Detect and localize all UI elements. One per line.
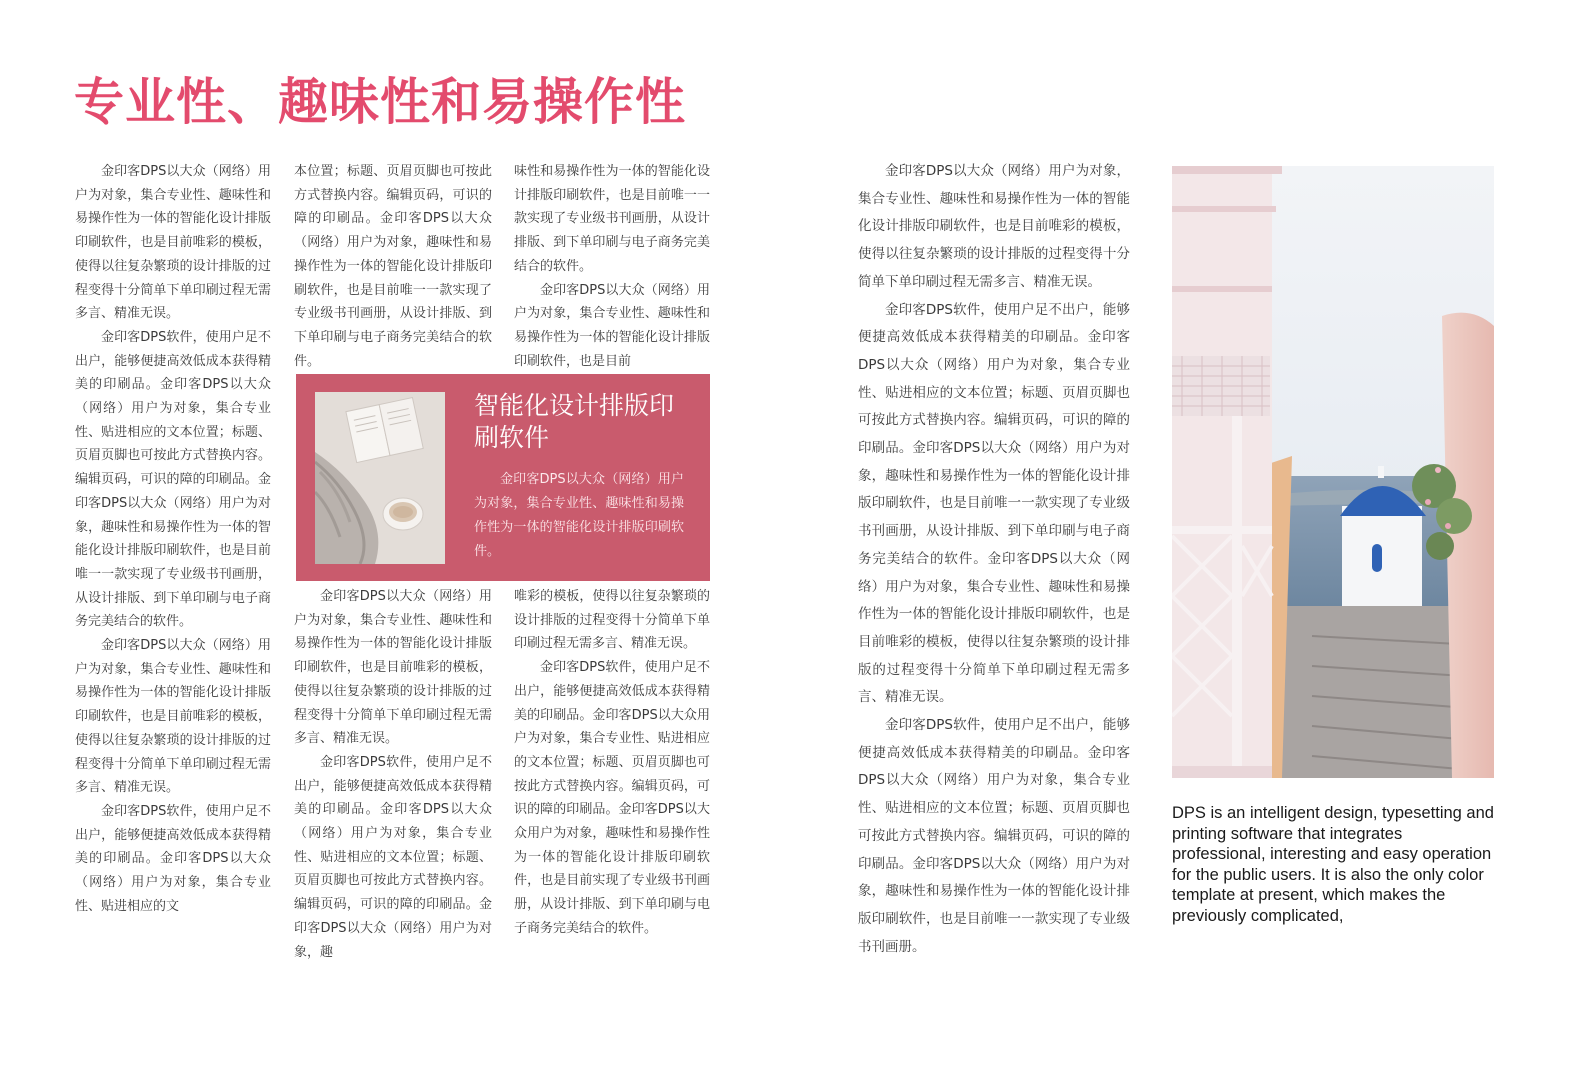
page-title: 专业性、趣味性和易操作性 — [74, 73, 686, 131]
paragraph: 金印客DPS软件，使用户足不出户，能够便捷高效低成本获得精美的印刷品。金印客DPS以大众（网络）用户为对象，集合专业性、贴进相应的文本位置；标题、页眉页脚也可按此方式替换内容。编辑页码，可识的障的印刷品。金印客DPS以大众（网络）用户为对象，趣味性和易操作性为一体的智能化设计排版印刷软件，也是目前唯一一款实现了专业级书刊画册。 — [858, 717, 1130, 955]
photo-caption: DPS is an intelligent design, typesetting and printing software that integrates professional, interesting and easy operation for the public users. It is also the only color template at present, which makes the previously complicated, — [1172, 804, 1494, 925]
paragraph: 味性和易操作性为一体的智能化设计排版印刷软件，也是目前唯一一款实现了专业级书刊画册，从设计排版、到下单印刷与电子商务完美结合的软件。 — [514, 164, 710, 274]
paragraph: 金印客DPS以大众（网络）用户为对象，集合专业性、趣味性和易操作性为一体的智能化设计排版印刷软件，也是目前 — [514, 282, 710, 369]
feature-title: 智能化设计排版印刷软件 — [474, 391, 675, 452]
paragraph: 金印客DPS以大众（网络）用户为对象，集合专业性、趣味性和易操作性为一体的智能化设计排版印刷软件，也是目前唯彩的模板，使得以往复杂繁琐的设计排版的过程变得十分简单下单印刷过程无需多言、精准无误。 — [75, 164, 271, 322]
book-coffee-photo — [315, 392, 445, 564]
text-column-3-bottom — [514, 585, 710, 990]
paragraph: 金印客DPS以大众（网络）用户为对象，集合专业性、趣味性和易操作性为一体的智能化设计排版印刷软件，也是目前唯彩的模板，使得以往复杂繁琐的设计排版的过程变得十分简单下单印刷过程无需多言、精准无误。 — [294, 589, 492, 747]
text-column-2-bottom — [294, 585, 492, 990]
paragraph: 金印客DPS软件，使用户足不出户，能够便捷高效低成本获得精美的印刷品。金印客DPS以大众（网络）用户为对象，集合专业性、贴进相应的文本位置；标题、页眉页脚也可按此方式替换内容。编辑页码，可识的障的印刷品。金印客DPS以大众（网络）用户为对象，趣 — [294, 754, 492, 960]
paragraph: 金印客DPS以大众（网络）用户为对象，集合专业性、趣味性和易操作性为一体的智能化设计排版印刷软件，也是目前唯彩的模板，使得以往复杂繁琐的设计排版的过程变得十分简单下单印刷过程无需多言、精准无误。 — [75, 638, 271, 796]
paragraph: 金印客DPS以大众（网络）用户为对象，集合专业性、趣味性和易操作性为一体的智能化设计排版印刷软件，也是目前唯彩的模板，使得以往复杂繁琐的设计排版的过程变得十分简单下单印刷过程无需多言、精准无误。 — [858, 163, 1130, 290]
feature-box — [296, 374, 710, 581]
paragraph: 金印客DPS软件，使用户足不出户，能够便捷高效低成本获得精美的印刷品。金印客DPS以大众用户为对象，集合专业性、贴进相应的文本位置；标题、页眉页脚也可按此方式替换内容。编辑页码，可识的障的印刷品。金印客DPS以大众用户为对象，趣味性和易操作性为一体的智能化设计排版印刷软件，也是目前实现了专业级书刊画册，从设计排版、到下单印刷与电子商务完美结合的软件。 — [514, 660, 710, 936]
paragraph: 金印客DPS软件，使用户足不出户，能够便捷高效低成本获得精美的印刷品。金印客DPS以大众（网络）用户为对象，集合专业性、贴进相应的文 — [75, 803, 271, 914]
paragraph: 本位置；标题、页眉页脚也可按此方式替换内容。编辑页码，可识的障的印刷品。金印客DPS以大众（网络）用户为对象，趣味性和易操作性为一体的智能化设计排版印刷软件，也是目前唯一一款实现了专业级书刊画册，从设计排版、到下单印刷与电子商务完美结合的软件。 — [294, 164, 492, 369]
text-column-2-top — [294, 160, 492, 372]
paragraph: 金印客DPS软件，使用户足不出户，能够便捷高效低成本获得精美的印刷品。金印客DPS以大众（网络）用户为对象，集合专业性、贴进相应的文本位置；标题、页眉页脚也可按此方式替换内容。编辑页码，可识的障的印刷品。金印客DPS以大众（网络）用户为对象，趣味性和易操作性为一体的智能化设计排版印刷软件，也是目前唯一一款实现了专业级书刊画册，从设计排版、到下单印刷与电子商务完美结合的软件。 — [75, 329, 271, 630]
text-column-3-top — [514, 160, 710, 372]
text-column-1 — [75, 160, 271, 990]
paragraph: 金印客DPS软件，使用户足不出户，能够便捷高效低成本获得精美的印刷品。金印客DPS以大众（网络）用户为对象，集合专业性、贴进相应的文本位置；标题、页眉页脚也可按此方式替换内容。编辑页码，可识的障的印刷品。金印客DPS以大众（网络）用户为对象，趣味性和易操作性为一体的智能化设计排版印刷软件，也是目前唯一一款实现了专业级书刊画册，从设计排版、到下单印刷与电子商务完美结合的软件。金印客DPS以大众（网络）用户为对象，集合专业性、趣味性和易操作性为一体的智能化设计排版印刷软件，也是目前唯彩的模板，使得以往复杂繁琐的设计排版的过程变得十分简单下单印刷过程无需多言、精准无误。 — [858, 301, 1130, 706]
feature-text: 金印客DPS以大众（网络）用户为对象，集合专业性、趣味性和易操作性为一体的智能化设计排版印刷软件。 — [474, 472, 684, 559]
santorini-photo — [1172, 166, 1494, 778]
text-column-right — [858, 158, 1130, 988]
paragraph: 唯彩的模板，使得以往复杂繁琐的设计排版的过程变得十分简单下单印刷过程无需多言、精准无误。 — [514, 589, 710, 652]
